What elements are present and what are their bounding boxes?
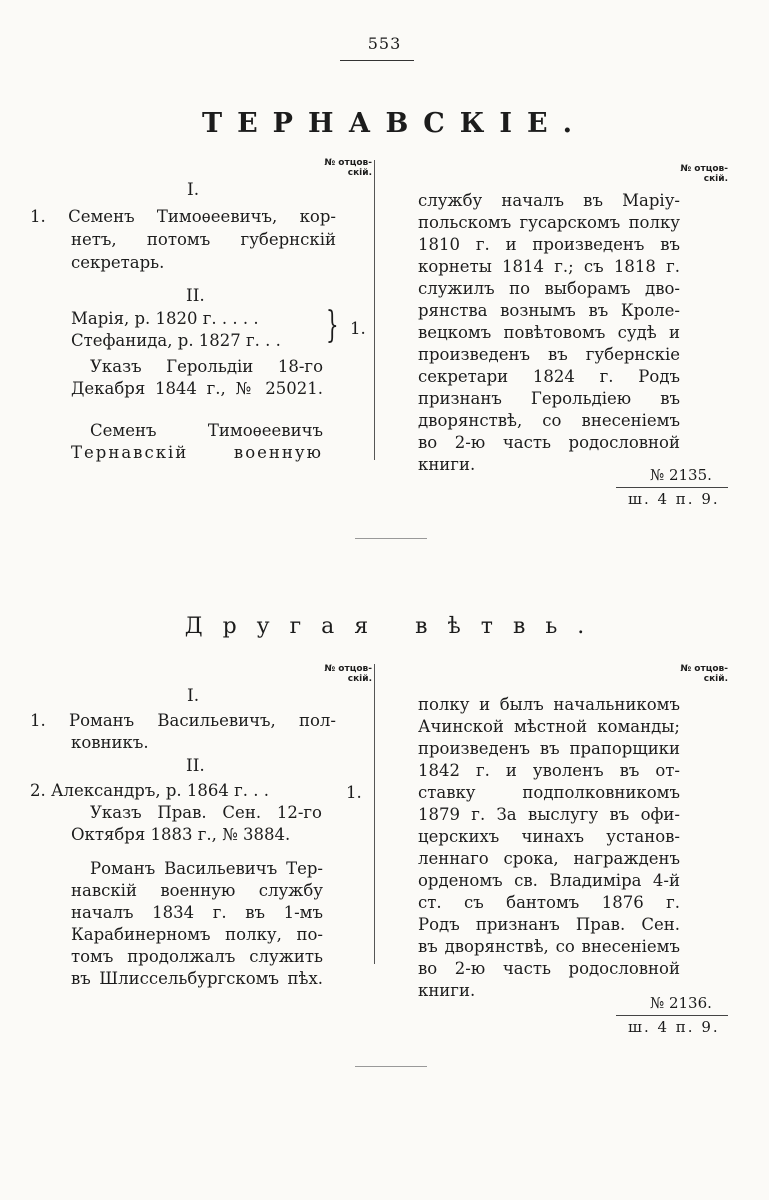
otc-label-right <box>640 164 728 184</box>
body-text-line: въ дворянствѣ, со внесеніемъ <box>418 937 680 956</box>
body-text-line: вецкомъ повѣтовомъ судѣ и <box>418 323 680 342</box>
otc-label-line: № отцов- <box>324 158 372 168</box>
ukaz-line: Указъ Герольдіи 18-го <box>90 357 323 376</box>
body-text-line: леннаго срока, награжденъ <box>418 849 680 868</box>
father-number: 1. <box>346 783 362 802</box>
record-number: № 2135. <box>650 466 712 484</box>
body-text-line: службу началъ въ Маріу- <box>418 191 680 210</box>
section-title: ТЕРНАВСКІЕ. <box>202 108 587 139</box>
otc-label-line: № отцов- <box>680 664 728 674</box>
generation-1-heading: I. <box>187 686 200 706</box>
brace-icon: } <box>326 305 339 346</box>
otc-label-line: скій. <box>703 174 728 184</box>
body-text-line: дворянствѣ, со внесеніемъ <box>418 411 680 430</box>
entry-line: нетъ, потомъ губернскій <box>71 230 336 249</box>
father-number: 1. <box>350 319 366 338</box>
record-number: № 2136. <box>650 994 712 1012</box>
record-reference: ш. 4 п. 9. <box>628 1018 720 1036</box>
entry-line: 1. Романъ Васильевичъ, пол- <box>30 711 336 730</box>
body-text-line: 1810 г. и произведенъ въ <box>418 235 680 254</box>
body-text-line: во 2-ю часть родословной <box>418 959 680 978</box>
record-rule <box>616 487 728 488</box>
body-text-line: полку и былъ начальникомъ <box>418 695 680 714</box>
body-text-line: книги. <box>418 981 476 1000</box>
otc-label-left <box>300 664 372 684</box>
body-text-line: Ачинской мѣстной команды; <box>418 717 680 736</box>
body-text-line: секретари 1824 г. Родъ <box>418 367 680 386</box>
body-text-line: книги. <box>418 455 476 474</box>
otc-label-left <box>300 158 372 178</box>
body-text-line: рянства вознымъ въ Кроле- <box>418 301 680 320</box>
otc-label-line: скій. <box>703 674 728 684</box>
body-text-line: ст. съ бантомъ 1876 г. <box>418 893 680 912</box>
otc-label-line: № отцов- <box>324 664 372 674</box>
body-text-line: Романъ Васильевичъ Тер- <box>90 859 323 878</box>
column-divider <box>374 160 375 460</box>
child-entry: Стефанида, р. 1827 г. . . <box>71 331 281 350</box>
section-title: Другая вѣтвь. <box>184 614 605 639</box>
section-separator <box>355 538 427 539</box>
body-text-line: въ Шлиссельбургскомъ пѣх. <box>71 969 323 988</box>
generation-1-heading: I. <box>187 180 200 200</box>
entry-line: ковникъ. <box>71 733 149 752</box>
body-text-line: польскомъ гусарскомъ полку <box>418 213 680 232</box>
body-text-line: Карабинерномъ полку, по- <box>71 925 323 944</box>
body-text-line: ставку подполковникомъ <box>418 783 680 802</box>
body-text-line: Родъ признанъ Прав. Сен. <box>418 915 680 934</box>
left-body-text <box>71 858 323 990</box>
ukaz-line: Указъ Прав. Сен. 12-го <box>90 803 322 822</box>
body-text-line: произведенъ въ губернскіе <box>418 345 680 364</box>
body-text-line: Семенъ Тимоѳеевичъ <box>90 421 323 440</box>
column-divider <box>374 664 375 964</box>
right-column-text <box>418 694 680 1002</box>
section-separator <box>355 1066 427 1067</box>
ukaz-line: Декабря 1844 г., № 25021. <box>71 379 323 398</box>
otc-label-right <box>640 664 728 684</box>
child-entry: 2. Александръ, р. 1864 г. . . <box>30 781 269 800</box>
record-reference: ш. 4 п. 9. <box>628 490 720 508</box>
body-text-line: церскихъ чинахъ установ- <box>418 827 680 846</box>
body-text-line: служилъ по выборамъ дво- <box>418 279 680 298</box>
body-text-line: во 2-ю часть родословной <box>418 433 680 452</box>
body-text-line: навскій военную службу <box>71 881 323 900</box>
body-text-line: признанъ Герольдіею въ <box>418 389 680 408</box>
otc-label-line: скій. <box>347 674 372 684</box>
otc-label-line: скій. <box>347 168 372 178</box>
generation-2-heading: II. <box>186 286 205 306</box>
record-rule <box>616 1015 728 1016</box>
right-column-text <box>418 190 680 476</box>
ukaz-line: Октября 1883 г., № 3884. <box>71 825 291 844</box>
child-entry: Марія, р. 1820 г. . . . . <box>71 309 259 328</box>
generation-2-heading: II. <box>186 756 205 776</box>
page-number: 553 <box>367 34 402 53</box>
body-text-line: началъ 1834 г. въ 1-мъ <box>71 903 323 922</box>
otc-label-line: № отцов- <box>680 164 728 174</box>
body-text-line: произведенъ въ прапорщики <box>418 739 680 758</box>
body-text-line: 1879 г. За выслугу въ офи- <box>418 805 680 824</box>
entry-line: секретарь. <box>71 253 165 272</box>
body-text-line: Тернавскій военную <box>71 443 323 462</box>
body-text-line: 1842 г. и уволенъ въ от- <box>418 761 680 780</box>
entry-line: 1. Семенъ Тимоѳеевичъ, кор- <box>30 207 336 226</box>
page-number-rule <box>340 60 414 61</box>
body-text-line: корнеты 1814 г.; съ 1818 г. <box>418 257 680 276</box>
body-text-line: томъ продолжалъ служить <box>71 947 323 966</box>
body-text-line: орденомъ св. Владиміра 4-й <box>418 871 680 890</box>
